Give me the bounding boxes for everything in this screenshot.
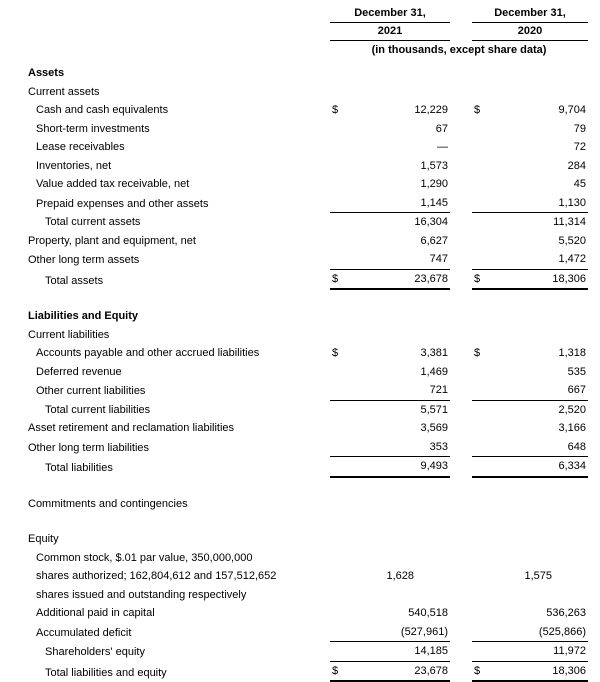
row-label: Commitments and contingencies: [28, 495, 330, 514]
row-shareholders-equity: [28, 642, 588, 662]
value-2020: [472, 419, 588, 438]
value-2021: [330, 344, 450, 363]
dollar-sign: $: [330, 270, 338, 289]
row-prepaid-expenses-and-other-assets: [28, 194, 588, 214]
row-label: Total current liabilities: [28, 401, 330, 420]
value-2020: [472, 363, 588, 382]
value-2021: [330, 363, 450, 382]
amount: 1,573: [420, 157, 450, 176]
dollar-sign: $: [330, 101, 338, 120]
value-2021: [330, 194, 450, 214]
amount: 3,381: [420, 344, 450, 363]
row-label: Inventories, net: [28, 157, 330, 176]
value-2020: [472, 120, 588, 139]
amount: 1,290: [420, 175, 450, 194]
amount: 1,469: [420, 363, 450, 382]
table-body: [28, 64, 588, 682]
dollar-sign: $: [330, 344, 338, 363]
row-current-liabilities: [28, 326, 588, 345]
value-2020: [472, 401, 588, 420]
amount: 18,306: [552, 662, 588, 681]
amount: 11,314: [553, 213, 588, 232]
amount: 721: [430, 381, 450, 400]
row-label: Common stock, $.01 par value, 350,000,000 shares authorized; 162,804,612 and 157,512,652 shares issued and outstanding respectively: [28, 549, 296, 605]
amount: 9,493: [420, 457, 450, 476]
row-label: Assets: [28, 64, 330, 83]
value-2021: [330, 270, 450, 291]
amount: 12,229: [414, 101, 450, 120]
amount: 23,678: [414, 270, 450, 289]
amount: 2,520: [558, 401, 588, 420]
value-2021: [330, 213, 450, 232]
amount: 1,145: [420, 194, 450, 213]
row-label: Total assets: [28, 272, 330, 291]
amount: 3,166: [558, 419, 588, 438]
row-other-long-term-liabilities: [28, 438, 588, 458]
value-2021: [330, 232, 450, 251]
value-2020: [472, 457, 588, 478]
value-2020: [472, 604, 588, 623]
column-header-2020-title: December 31,: [472, 5, 588, 23]
row-label: Other current liabilities: [28, 382, 330, 401]
value-2021: [330, 101, 450, 120]
amount: 1,472: [558, 250, 588, 269]
row-label: Asset retirement and reclamation liabilities: [28, 419, 330, 438]
value-2021: [330, 457, 450, 478]
value-2021: [330, 175, 450, 194]
units-note-row: [28, 41, 588, 59]
value-2021: [330, 157, 450, 176]
row-label: Lease receivables: [28, 138, 330, 157]
amount: 747: [430, 250, 450, 269]
row-cash-and-cash-equivalents: [28, 101, 588, 120]
row-label: Liabilities and Equity: [28, 307, 330, 326]
column-header-2021-title: December 31,: [330, 5, 450, 23]
dollar-sign: $: [472, 662, 480, 681]
row-accounts-payable-and-other-accrued-liabi: [28, 344, 588, 363]
row-total-liabilities-and-equity: [28, 662, 588, 682]
row-label: Total liabilities and equity: [28, 664, 330, 682]
row-total-assets: [28, 270, 588, 291]
row-deferred-revenue: [28, 363, 588, 382]
amount: 540,518: [408, 604, 450, 623]
value-2021: [330, 419, 450, 438]
column-header-2021-year: 2021: [330, 23, 450, 41]
amount: 284: [568, 157, 588, 176]
row-label: Current liabilities: [28, 326, 330, 345]
amount: 667: [568, 381, 588, 400]
row-inventories-net: [28, 157, 588, 176]
value-2020: [472, 381, 588, 401]
row-total-current-liabilities: [28, 401, 588, 420]
dollar-sign: $: [472, 270, 480, 289]
amount: 5,520: [558, 232, 588, 251]
amount: 1,318: [558, 344, 588, 363]
section-gap: [28, 290, 588, 307]
value-2020: [472, 138, 588, 157]
row-label: Cash and cash equivalents: [28, 101, 330, 120]
row-label: Total current assets: [28, 213, 330, 232]
value-2021: [296, 567, 416, 586]
value-2020: [472, 101, 588, 120]
row-additional-paid-in-capital: [28, 604, 588, 623]
row-label: Accumulated deficit: [28, 624, 330, 643]
column-header-2020-year: 2020: [472, 23, 588, 41]
amount: 16,304: [414, 213, 450, 232]
amount: 353: [430, 438, 450, 457]
table-header-row-title: [28, 5, 588, 23]
row-label: Shareholders' equity: [28, 643, 330, 662]
value-2021: [330, 662, 450, 682]
units-note: (in thousands, except share data): [330, 42, 588, 59]
amount: 67: [436, 120, 450, 139]
amount: 45: [574, 175, 588, 194]
row-property-plant-and-equipment-net: [28, 232, 588, 251]
row-label: Additional paid in capital: [28, 604, 330, 623]
row-total-liabilities: [28, 457, 588, 478]
amount: —: [437, 138, 450, 157]
value-2020: [472, 662, 588, 682]
row-common-stock-01-par-value-350-000-000-sh: [28, 549, 588, 605]
row-liabilities-and-equity: [28, 307, 588, 326]
amount: 1,575: [524, 567, 554, 586]
row-label: Equity: [28, 530, 330, 549]
value-2020: [472, 175, 588, 194]
value-2021: [330, 401, 450, 420]
row-other-current-liabilities: [28, 381, 588, 401]
amount: 6,627: [420, 232, 450, 251]
value-2021: [330, 120, 450, 139]
value-2020: [472, 250, 588, 270]
value-2021: [330, 604, 450, 623]
amount: 14,185: [414, 642, 450, 661]
amount: 9,704: [558, 101, 588, 120]
amount: 18,306: [552, 270, 588, 289]
value-2020: [472, 157, 588, 176]
amount: (525,866): [539, 623, 588, 642]
row-label: Current assets: [28, 83, 330, 102]
value-2020: [472, 623, 588, 643]
value-2020: [472, 213, 588, 232]
value-2020: [472, 270, 588, 291]
value-2021: [330, 250, 450, 270]
dollar-sign: $: [472, 344, 480, 363]
value-2021: [330, 381, 450, 401]
dollar-sign: $: [330, 662, 338, 681]
value-2021: [330, 623, 450, 643]
row-assets: [28, 64, 588, 83]
row-accumulated-deficit: [28, 623, 588, 643]
value-2021: [330, 138, 450, 157]
row-label: Other long term liabilities: [28, 439, 330, 458]
row-label: Accounts payable and other accrued liabilities: [28, 344, 330, 363]
row-commitments-and-contingencies: [28, 495, 588, 514]
value-2020: [472, 344, 588, 363]
row-value-added-tax-receivable-net: [28, 175, 588, 194]
amount: 1,130: [558, 194, 588, 213]
row-label: Other long term assets: [28, 251, 330, 270]
value-2021: [330, 438, 450, 458]
value-2020: [472, 232, 588, 251]
row-current-assets: [28, 83, 588, 102]
amount: 23,678: [414, 662, 450, 681]
value-2020: [472, 642, 588, 662]
row-label: Property, plant and equipment, net: [28, 232, 330, 251]
row-equity: [28, 530, 588, 549]
amount: 535: [568, 363, 588, 382]
row-other-long-term-assets: [28, 250, 588, 270]
amount: 1,628: [386, 567, 416, 586]
row-label: Value added tax receivable, net: [28, 175, 330, 194]
section-gap: [28, 478, 588, 495]
amount: (527,961): [401, 623, 450, 642]
value-2020: [472, 438, 588, 458]
section-gap: [28, 513, 588, 530]
amount: 79: [574, 120, 588, 139]
amount: 536,263: [546, 604, 588, 623]
amount: 11,972: [553, 642, 588, 661]
row-label: Total liabilities: [28, 459, 330, 478]
amount: 6,334: [558, 457, 588, 476]
dollar-sign: $: [472, 101, 480, 120]
value-2021: [330, 642, 450, 662]
row-label: Prepaid expenses and other assets: [28, 195, 330, 214]
amount: 5,571: [420, 401, 450, 420]
amount: 72: [574, 138, 588, 157]
amount: 3,569: [420, 419, 450, 438]
row-asset-retirement-and-reclamation-liabili: [28, 419, 588, 438]
amount: 648: [568, 438, 588, 457]
value-2020: [472, 194, 588, 214]
row-label: Short-term investments: [28, 120, 330, 139]
row-short-term-investments: [28, 120, 588, 139]
row-label: Deferred revenue: [28, 363, 330, 382]
table-header-row-year: [28, 23, 588, 41]
row-total-current-assets: [28, 213, 588, 232]
value-2020: [438, 567, 554, 586]
row-lease-receivables: [28, 138, 588, 157]
